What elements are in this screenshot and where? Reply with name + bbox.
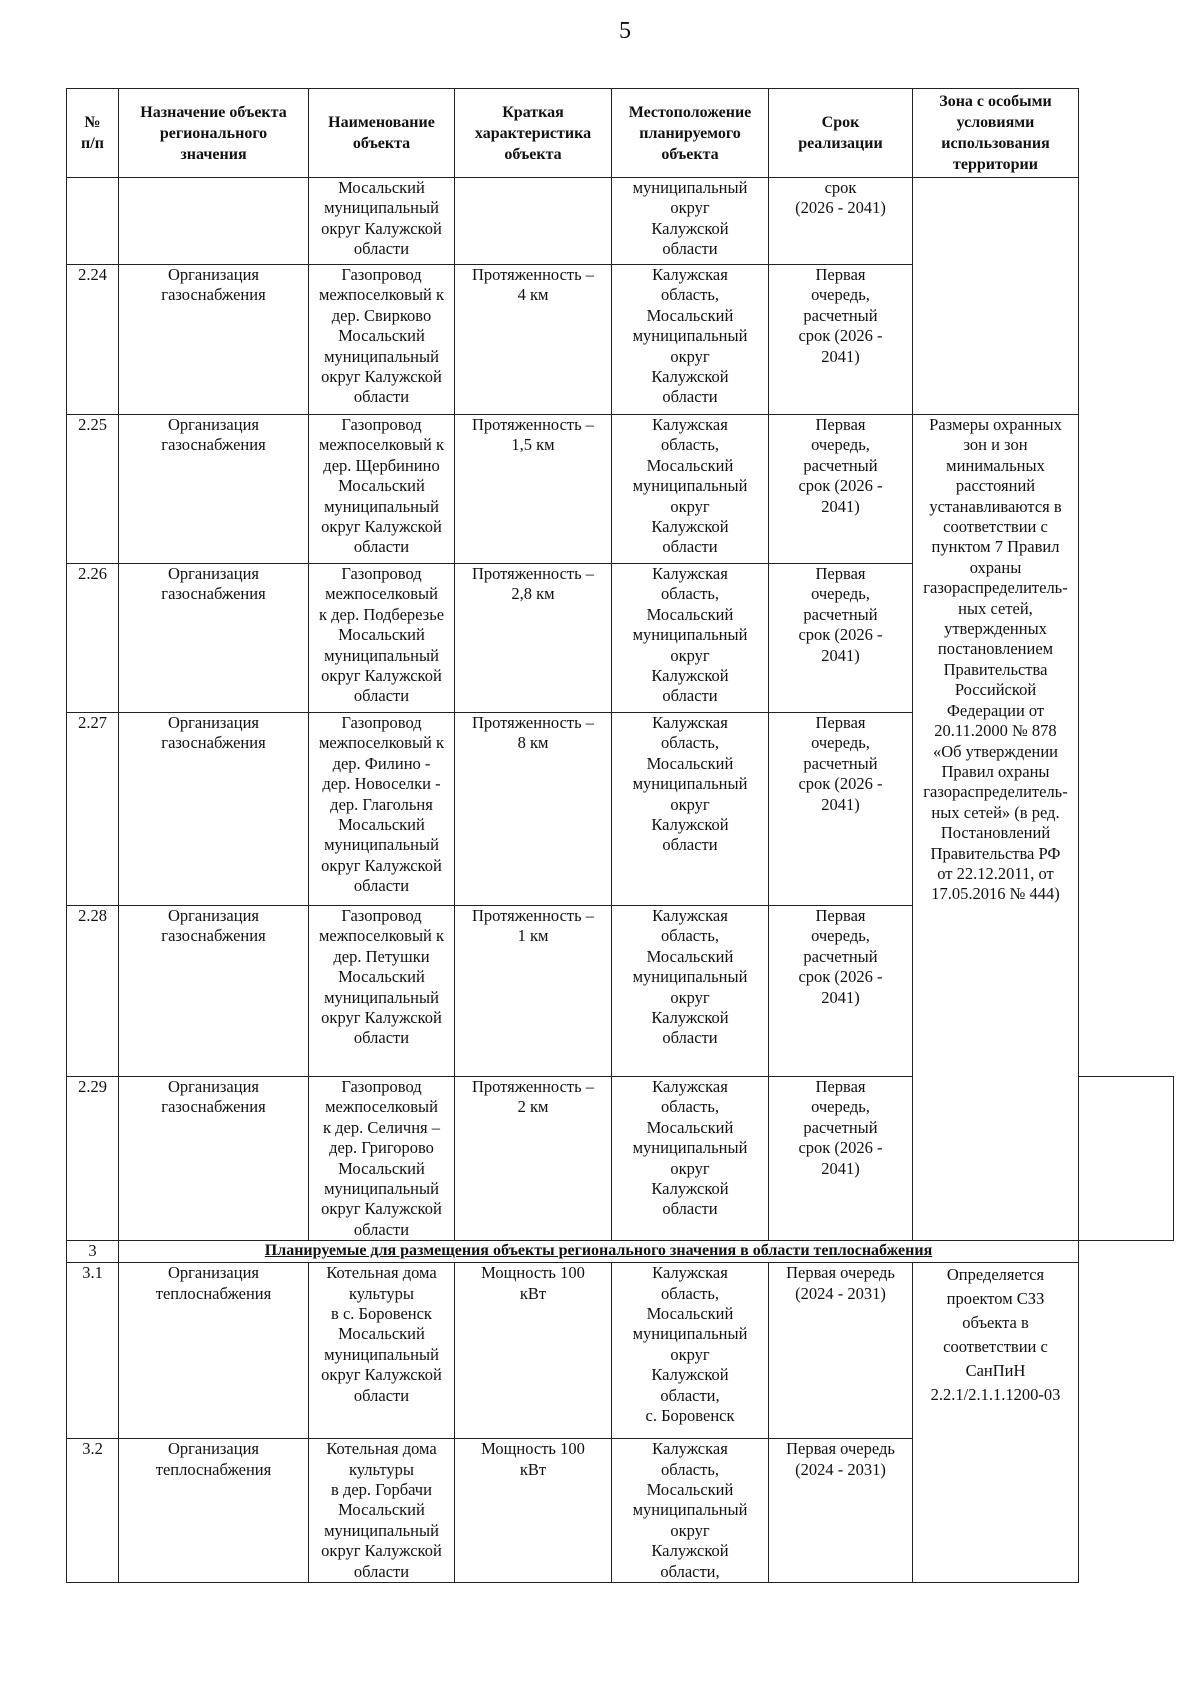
cell-zone-heat: Определяется проектом СЗЗ объекта в соответствии с СанПиН 2.2.1/2.1.1.1200-03 — [913, 1263, 1079, 1583]
cell-purpose: Организация газоснабжения — [119, 713, 309, 906]
cell-name: Газопровод межпоселковый к дер. Свирково Мосальский муниципальный округ Калужской области — [309, 265, 455, 415]
cell-characteristic: Мощность 100 кВт — [455, 1263, 612, 1439]
table-row — [67, 1263, 1174, 1439]
cell-name: Газопровод межпоселковый к дер. Петушки Мосальский муниципальный округ Калужской области — [309, 906, 455, 1077]
section-title: Планируемые для размещения объекты регионального значения в области теплоснабжения — [119, 1241, 1079, 1263]
cell-term: Первая очередь, расчетный срок (2026 - 2041) — [769, 265, 913, 415]
cell-purpose: Организация газоснабжения — [119, 564, 309, 713]
cell-location: Калужская область, Мосальский муниципальный округ Калужской области — [612, 906, 769, 1077]
cell-characteristic: Протяженность – 4 км — [455, 265, 612, 415]
header-characteristic: Краткая характеристика объекта — [455, 89, 612, 178]
header-zone: Зона с особыми условиями использования территории — [913, 89, 1079, 178]
cell-zone-gas: Размеры охранных зон и зон минимальных расстояний устанавливаются в соответствии с пунктом 7 Правил охраны газораспределитель- ных сетей, утвержденных постановлением Правительства Российской Федерации от 20.11.2000 № 878 «Об утверждении Правил охраны газораспределитель- ных сетей» (в ред. Постановлений Правительства РФ от 22.12.2011, от 17.05.2016 № 444) — [913, 415, 1079, 1241]
cell-location: Калужская область, Мосальский муниципальный округ Калужской области, с. Боровенск — [612, 1263, 769, 1439]
header-term: Срок реализации — [769, 89, 913, 178]
cell-zone-empty — [1079, 1077, 1174, 1241]
cell-location: Калужская область, Мосальский муниципальный округ Калужской области — [612, 265, 769, 415]
cell-location: Калужская область, Мосальский муниципальный округ Калужской области, — [612, 1439, 769, 1583]
cell-term: Первая очередь, расчетный срок (2026 - 2041) — [769, 564, 913, 713]
cell-location: Калужская область, Мосальский муниципальный округ Калужской области — [612, 1077, 769, 1241]
cell-num: 3.2 — [67, 1439, 119, 1583]
cell-term: срок (2026 - 2041) — [769, 178, 913, 265]
cell-characteristic: Протяженность – 2,8 км — [455, 564, 612, 713]
cell-term: Первая очередь, расчетный срок (2026 - 2041) — [769, 713, 913, 906]
cell-name: Газопровод межпоселковый к дер. Щербинино Мосальский муниципальный округ Калужской области — [309, 415, 455, 564]
cell-num: 2.26 — [67, 564, 119, 713]
cell-term: Первая очередь, расчетный срок (2026 - 2041) — [769, 906, 913, 1077]
cell-name: Котельная дома культуры в дер. Горбачи Мосальский муниципальный округ Калужской области — [309, 1439, 455, 1583]
cell-num: 2.25 — [67, 415, 119, 564]
cell-characteristic: Протяженность – 1,5 км — [455, 415, 612, 564]
cell-purpose: Организация теплоснабжения — [119, 1439, 309, 1583]
cell-num — [67, 178, 119, 265]
cell-zone-empty — [913, 178, 1079, 415]
cell-name: Газопровод межпоселковый к дер. Селичня – дер. Григорово Мосальский муниципальный округ Калужской области — [309, 1077, 455, 1241]
cell-name: Газопровод межпоселковый к дер. Подберезье Мосальский муниципальный округ Калужской области — [309, 564, 455, 713]
cell-num: 2.24 — [67, 265, 119, 415]
header-purpose: Назначение объекта регионального значения — [119, 89, 309, 178]
header-location: Местоположение планируемого объекта — [612, 89, 769, 178]
cell-purpose: Организация газоснабжения — [119, 415, 309, 564]
cell-characteristic — [455, 178, 612, 265]
table-row-continuation — [67, 178, 1174, 265]
cell-purpose: Организация газоснабжения — [119, 906, 309, 1077]
cell-num: 3.1 — [67, 1263, 119, 1439]
cell-term: Первая очередь (2024 - 2031) — [769, 1439, 913, 1583]
cell-purpose: Организация газоснабжения — [119, 1077, 309, 1241]
cell-purpose: Организация газоснабжения — [119, 265, 309, 415]
table-row — [67, 415, 1174, 564]
objects-table — [66, 88, 1174, 1583]
cell-name: Мосальский муниципальный округ Калужской области — [309, 178, 455, 265]
cell-characteristic: Мощность 100 кВт — [455, 1439, 612, 1583]
header-name: Наименование объекта — [309, 89, 455, 178]
cell-num: 2.29 — [67, 1077, 119, 1241]
cell-purpose — [119, 178, 309, 265]
cell-location: Калужская область, Мосальский муниципальный округ Калужской области — [612, 415, 769, 564]
cell-location: муниципальный округ Калужской области — [612, 178, 769, 265]
page-number: 5 — [619, 18, 631, 44]
cell-name: Котельная дома культуры в с. Боровенск Мосальский муниципальный округ Калужской области — [309, 1263, 455, 1439]
section-row — [67, 1241, 1174, 1263]
cell-name: Газопровод межпоселковый к дер. Филино - дер. Новоселки - дер. Глагольня Мосальский муниципальный округ Калужской области — [309, 713, 455, 906]
cell-location: Калужская область, Мосальский муниципальный округ Калужской области — [612, 564, 769, 713]
table-header-row — [67, 89, 1174, 178]
section-num: 3 — [67, 1241, 119, 1263]
cell-term: Первая очередь, расчетный срок (2026 - 2041) — [769, 1077, 913, 1241]
cell-term: Первая очередь, расчетный срок (2026 - 2041) — [769, 415, 913, 564]
cell-characteristic: Протяженность – 2 км — [455, 1077, 612, 1241]
cell-location: Калужская область, Мосальский муниципальный округ Калужской области — [612, 713, 769, 906]
header-num: № п/п — [67, 89, 119, 178]
cell-num: 2.28 — [67, 906, 119, 1077]
cell-num: 2.27 — [67, 713, 119, 906]
cell-characteristic: Протяженность – 8 км — [455, 713, 612, 906]
cell-term: Первая очередь (2024 - 2031) — [769, 1263, 913, 1439]
cell-purpose: Организация теплоснабжения — [119, 1263, 309, 1439]
cell-characteristic: Протяженность – 1 км — [455, 906, 612, 1077]
